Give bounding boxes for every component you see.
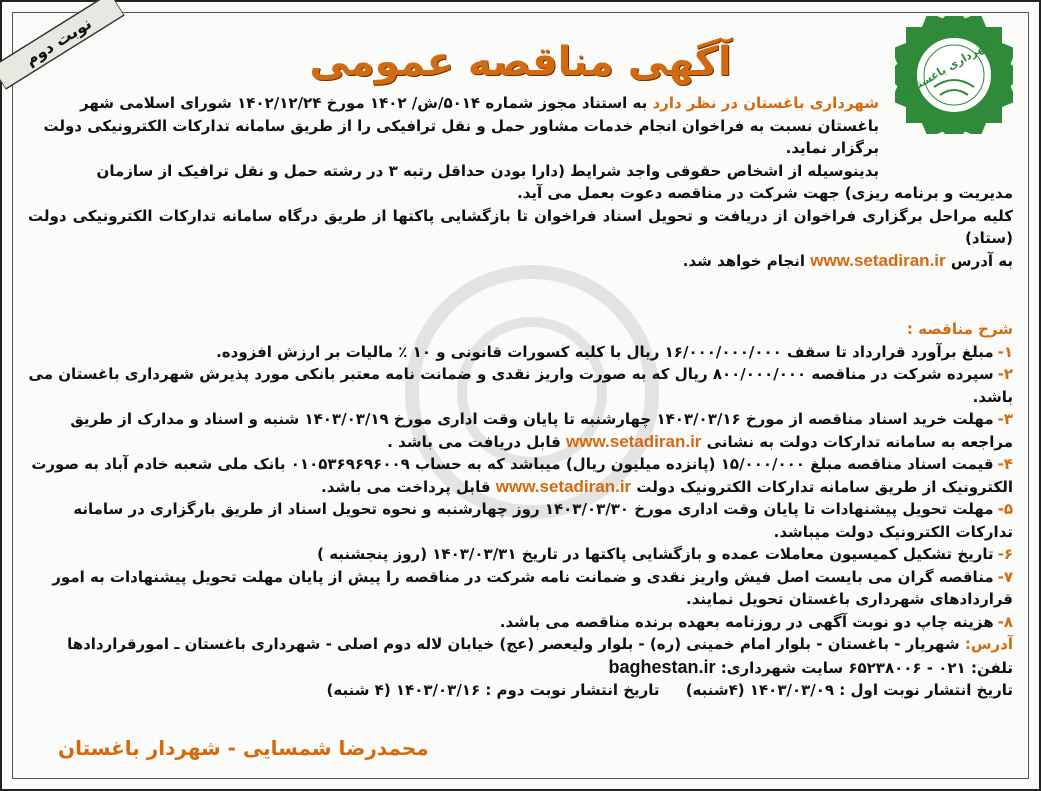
description-header: شرح مناقصه : — [906, 320, 1013, 338]
logo-text: شهرداری باغستان — [902, 36, 996, 98]
intro-line-1-text: به استناد مجوز شماره ۵۰۱۴/ش/ ۱۴۰۲ مورخ ۱۴۰۲/۱۲/۲۴ شورای اسلامی شهر — [80, 94, 648, 112]
item-text: سپرده شرکت در مناقصه ۸۰۰/۰۰۰/۰۰۰ ریال که به صورت واریز نقدی و ضمانت نامه معتبر بانکی مورد پذیرش شهرداری باغستان می باشد. — [28, 365, 1013, 406]
address-line — [28, 633, 1013, 656]
item-number: ۷- — [997, 567, 1013, 586]
phone-text: تلفن: ۰۲۱ - ۶۵۲۳۸۰۰۶ سایت شهرداری: — [720, 658, 1013, 677]
publish-dates-line — [28, 679, 1013, 702]
website-link[interactable]: baghestan.ir — [608, 656, 716, 677]
item-tail: قابل پرداخت می باشد. — [321, 477, 491, 496]
intro-line-3: برگزار نماید. — [785, 139, 879, 157]
intro-line-6: کلیه مراحل برگزاری فراخوان از دریافت و تحویل اسناد فراخوان تا بازگشایی پاکتها از طریق درگاه سامانه تدارکات الکترونیکی دولت (ستاد) — [28, 206, 1013, 247]
item-tail: قابل دریافت می باشد . — [387, 432, 561, 451]
item-number: ۸- — [997, 612, 1013, 631]
intro-section — [28, 92, 1013, 272]
intro-line-1 — [28, 92, 879, 115]
list-item — [28, 543, 1013, 566]
item-text: تاریخ تشکیل کمیسیون معاملات عمده و بازگشایی پاکتها در تاریخ ۱۴۰۳/۰۳/۳۱ (روز پنجشنبه ) — [317, 545, 994, 563]
item-number: ۱- — [997, 342, 1013, 361]
item-text: مهلت تحویل پیشنهادات تا پایان وقت اداری مورخ ۱۴۰۳/۰۳/۳۰ روز چهارشنبه و نحوه تحویل اسناد از طریق بارگزاری در سامانه تدارکات الکترونیک دولت میباشد. — [73, 500, 1013, 541]
intro-line-2: باغستان نسبت به فراخوان انجام خدمات مشاور حمل و نقل ترافیکی را از طریق سامانه تدارکات الکترونیکی دولت — [43, 116, 879, 135]
intro-line-7-suffix: انجام خواهد شد. — [682, 251, 805, 270]
setadiran-link[interactable]: www.setadiran.ir — [810, 250, 946, 270]
logo-emblem-icon — [895, 16, 1013, 134]
item-text: مهلت خرید اسناد مناقصه از مورخ ۱۴۰۳/۰۳/۱۶ چهارشنبه تا پایان وقت اداری مورخ ۱۴۰۳/۰۳/۱۹ شنبه و اسناد و مدارک از طریق مراجعه به سامانه تدارکات دولت به نشانی — [70, 410, 1013, 451]
municipality-logo — [895, 16, 1013, 134]
intro-line-7 — [28, 250, 1013, 273]
ribbon-label: نوبت دوم — [21, 13, 95, 69]
setadiran-link[interactable]: www.setadiran.ir — [566, 431, 702, 451]
item-number: ۲- — [997, 365, 1013, 383]
list-item — [28, 453, 1013, 498]
item-number: ۶- — [997, 545, 1013, 563]
intro-line-7-prefix: به آدرس — [950, 251, 1013, 270]
second-publish-date: تاریخ انتشار نوبت دوم : ۱۴۰۳/۰۳/۱۶ (۴ شنبه) — [326, 681, 660, 699]
list-item — [28, 408, 1013, 453]
address-label: آدرس: — [964, 635, 1013, 653]
organization-name: شهرداری باغستان در نظر دارد — [652, 94, 879, 112]
item-text: مناقصه گران می بایست اصل فیش واریز نقدی و ضمانت نامه شرکت در مناقصه را پیش از پایان مهلت تحویل پیشنهادات به امور قراردادهای شهرداری باغستان تحویل نمایند. — [52, 567, 1013, 608]
item-number: ۵- — [997, 500, 1013, 518]
first-publish-date: تاریخ انتشار نوبت اول : ۱۴۰۳/۰۳/۰۹ (۴شنبه) — [685, 681, 1013, 699]
notice-title: آگهی مناقصه عمومی — [309, 39, 732, 85]
list-item — [28, 611, 1013, 634]
item-text: مبلغ برآورد قرارداد تا سقف ۱۶/۰۰۰/۰۰۰/۰۰۰ ریال با کلیه کسورات قانونی و ۱۰ ٪ مالیات بر ارزش افزوده. — [216, 342, 994, 361]
list-item — [28, 498, 1013, 543]
intro-line-5: مدیریت و برنامه ریزی) جهت شرکت در مناقصه دعوت بعمل می آید. — [517, 184, 1013, 202]
address-text: شهریار - باغستان - بلوار امام خمینی (ره) - بلوار ولیعصر (عج) خیابان لاله دوم اصلی - شهرداری باغستان ـ امورقراردادها — [67, 635, 960, 653]
setadiran-link[interactable]: www.setadiran.ir — [495, 476, 632, 496]
description-section — [28, 318, 1013, 702]
item-number: ۳- — [997, 410, 1013, 428]
mayor-signature: محمدرضا شمسایی - شهردار باغستان — [58, 736, 429, 760]
list-item — [28, 363, 1013, 408]
list-item — [28, 566, 1013, 611]
item-text: هزینه چاپ دو نوبت آگهی در روزنامه بعهده برنده مناقصه می باشد. — [499, 612, 994, 631]
list-item — [28, 341, 1013, 364]
item-text: قیمت اسناد مناقصه مبلغ ۱۵/۰۰۰/۰۰۰ (پانزده میلیون ریال) میباشد که به حساب ۰۱۰۵۳۶۹۶۹۶۰۰۹ بانک ملی شعبه خادم آباد به صورت الکترونیک از طریق سامانه تدارکات الکترونیک دولت — [31, 455, 1013, 496]
phone-line — [28, 656, 1013, 680]
item-number: ۴- — [997, 455, 1013, 473]
intro-line-4: بدینوسیله از اشخاص حقوقی واجد شرایط (دارا بودن حداقل رتبه ۳ در رشته حمل و نقل ترافیک از سازمان — [96, 161, 879, 180]
